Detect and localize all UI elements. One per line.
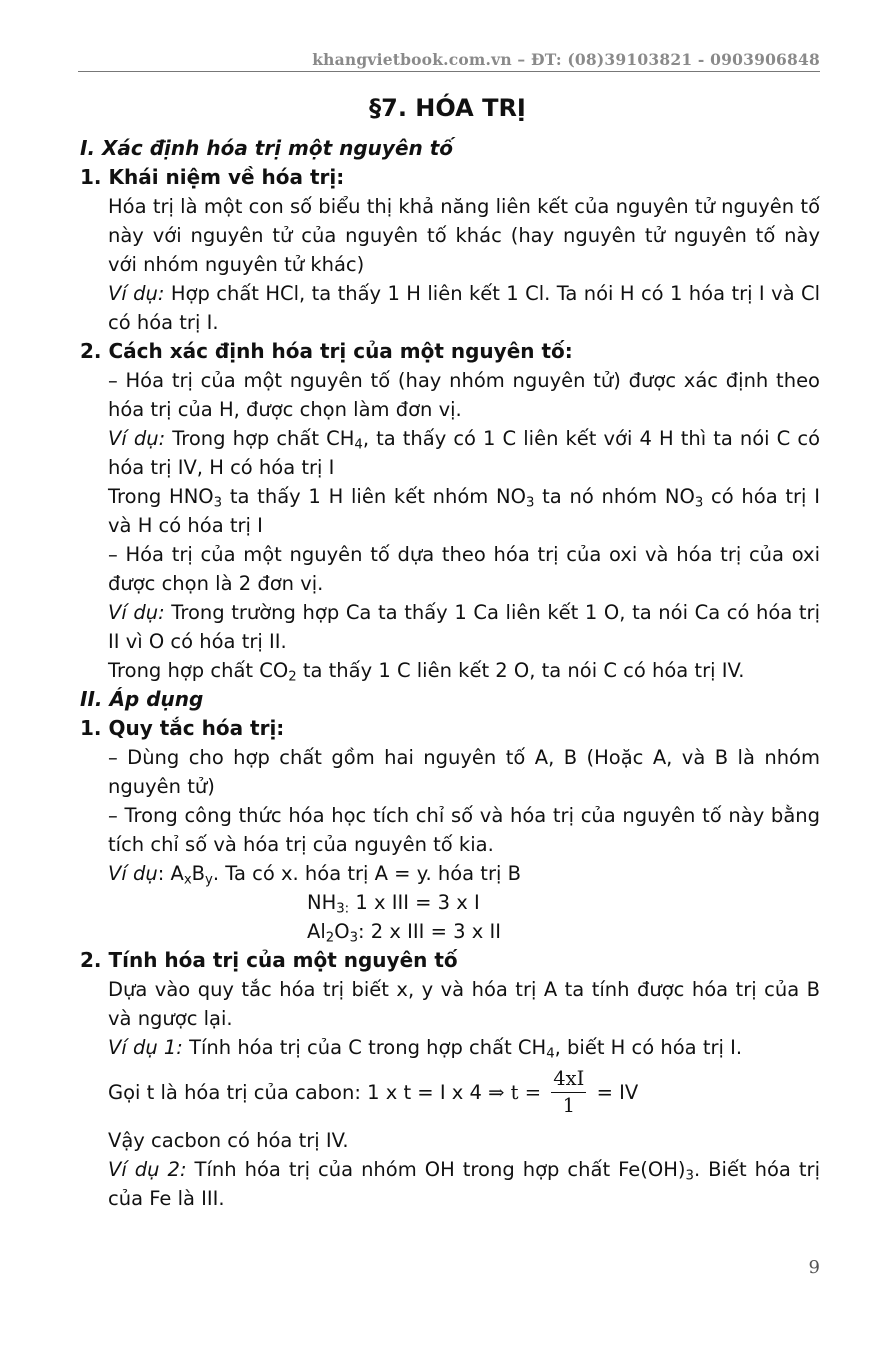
text-run: = IV bbox=[590, 1080, 639, 1104]
text-run: Gọi t là hóa trị của cabon: 1 x t = I x 4 bbox=[108, 1080, 489, 1104]
subscript: 3 bbox=[213, 495, 223, 511]
example-text: Hợp chất HCl, ta thấy 1 H liên kết 1 Cl. Ta nói H có 1 hóa trị I và Cl có hóa trị I. bbox=[108, 282, 820, 334]
example-label: Ví dụ 1: bbox=[108, 1036, 183, 1059]
text-run: . Ta có x. hóa trị A = y. hóa trị B bbox=[212, 862, 521, 885]
subscript: 4 bbox=[546, 1046, 555, 1062]
equation-al2o3 bbox=[307, 917, 820, 946]
subscript: 2 bbox=[288, 669, 297, 685]
example-label: Ví dụ: bbox=[108, 282, 165, 305]
calculation-line bbox=[108, 1062, 820, 1122]
subscript: 2 bbox=[325, 930, 335, 946]
subscript: 4 bbox=[354, 437, 363, 453]
example-paragraph bbox=[108, 1033, 820, 1062]
text-run: Trong HNO bbox=[108, 485, 214, 508]
text-run: có hóa trị I và H có hóa trị I bbox=[108, 485, 820, 537]
subsection-heading-2-2: 2. Tính hóa trị của một nguyên tố bbox=[80, 948, 458, 972]
subscript: 3 bbox=[685, 1168, 694, 1184]
paragraph: Vậy cacbon có hóa trị IV. bbox=[108, 1129, 349, 1152]
example-label: Ví dụ: bbox=[108, 427, 166, 450]
text-run: t = bbox=[504, 1080, 548, 1104]
text-run: : 2 x III = 3 x II bbox=[358, 920, 501, 943]
example-label: Ví dụ bbox=[108, 862, 158, 885]
section-heading-1: I. Xác định hóa trị một nguyên tố bbox=[80, 136, 454, 160]
paragraph bbox=[108, 656, 820, 685]
subsection-heading-1-1: 1. Khái niệm về hóa trị: bbox=[80, 165, 345, 189]
text-run: Tính hóa trị của nhóm OH trong hợp chất Fe(OH) bbox=[186, 1158, 686, 1181]
paragraph: – Dùng cho hợp chất gồm hai nguyên tố A, B (Hoặc A, và B là nhóm nguyên tử) bbox=[108, 746, 820, 798]
example-paragraph bbox=[108, 859, 820, 888]
paragraph bbox=[108, 482, 820, 540]
example-paragraph bbox=[108, 1155, 820, 1213]
text-run: , biết H có hóa trị I. bbox=[554, 1036, 743, 1059]
text-run: Trong trường hợp Ca ta thấy 1 Ca liên kết 1 O, ta nói Ca có hóa trị II vì O có hóa trị II. bbox=[108, 601, 820, 653]
text-run: ta thấy 1 C liên kết 2 O, ta nói C có hóa trị IV. bbox=[296, 659, 745, 682]
example-label: Ví dụ: bbox=[108, 601, 165, 624]
subscript: 3 bbox=[694, 495, 704, 511]
text-run: Al bbox=[307, 920, 326, 943]
paragraph: – Hóa trị của một nguyên tố (hay nhóm nguyên tử) được xác định theo hóa trị của H, được chọn làm đơn vị. bbox=[108, 369, 820, 421]
text-run: Trong hợp chất CO bbox=[108, 659, 289, 682]
page-header: khangvietbook.com.vn – ĐT: (08)39103821 - 0903906848 bbox=[312, 50, 820, 69]
fraction-numerator: 4xI bbox=[551, 1066, 586, 1093]
fraction bbox=[551, 1066, 586, 1119]
example-paragraph bbox=[108, 279, 820, 337]
paragraph: Dựa vào quy tắc hóa trị biết x, y và hóa trị A ta tính được hóa trị của B và ngược lại. bbox=[108, 978, 820, 1030]
text-run: Trong hợp chất CH bbox=[165, 427, 355, 450]
text-run: Tính hóa trị của C trong hợp chất CH bbox=[182, 1036, 547, 1059]
subscript: 3 bbox=[525, 495, 535, 511]
fraction-denominator: 1 bbox=[562, 1093, 576, 1117]
paragraph: – Hóa trị của một nguyên tố dựa theo hóa trị của oxi và hóa trị của oxi được chọn là 2 đơn vị. bbox=[108, 543, 820, 595]
implies-arrow: ⇒ bbox=[488, 1080, 505, 1104]
page-number: 9 bbox=[808, 1257, 820, 1278]
subsection-heading-2-1: 1. Quy tắc hóa trị: bbox=[80, 716, 285, 740]
equation-nh3 bbox=[307, 888, 820, 917]
subscript: 3: bbox=[336, 901, 350, 917]
subscript: x bbox=[183, 872, 192, 888]
subscript: 3 bbox=[349, 930, 358, 946]
example-paragraph bbox=[108, 598, 820, 656]
subsection-heading-1-2: 2. Cách xác định hóa trị của một nguyên tố: bbox=[80, 339, 573, 363]
page-title: §7. HÓA TRỊ bbox=[369, 94, 526, 122]
page-content bbox=[80, 134, 820, 1213]
text-run: NH bbox=[307, 891, 337, 914]
header-rule bbox=[78, 71, 820, 72]
section-heading-2: II. Áp dụng bbox=[80, 687, 204, 711]
example-paragraph bbox=[108, 424, 820, 482]
text-run: B bbox=[191, 862, 206, 885]
text-run: . Biết hóa trị của Fe là III. bbox=[108, 1158, 820, 1210]
text-run: : A bbox=[157, 862, 184, 885]
text-run: O bbox=[334, 920, 350, 943]
text-run: ta nó nhóm NO bbox=[534, 485, 695, 508]
text-run: 1 x III = 3 x I bbox=[349, 891, 480, 914]
paragraph: – Trong công thức hóa học tích chỉ số và hóa trị của nguyên tố này bằng tích chỉ số và hóa trị của nguyên tố kia. bbox=[108, 804, 820, 856]
example-label: Ví dụ 2: bbox=[108, 1158, 187, 1181]
paragraph: Hóa trị là một con số biểu thị khả năng liên kết của nguyên tử nguyên tố này với nguyên tử của nguyên tố khác (hay nguyên tử nguyên tố này với nhóm nguyên tử khác) bbox=[108, 195, 820, 276]
text-run: ta thấy 1 H liên kết nhóm NO bbox=[222, 485, 526, 508]
subscript: y bbox=[205, 872, 213, 888]
text-run: , ta thấy có 1 C liên kết với 4 H thì ta nói C có hóa trị IV, H có hóa trị I bbox=[108, 427, 820, 479]
